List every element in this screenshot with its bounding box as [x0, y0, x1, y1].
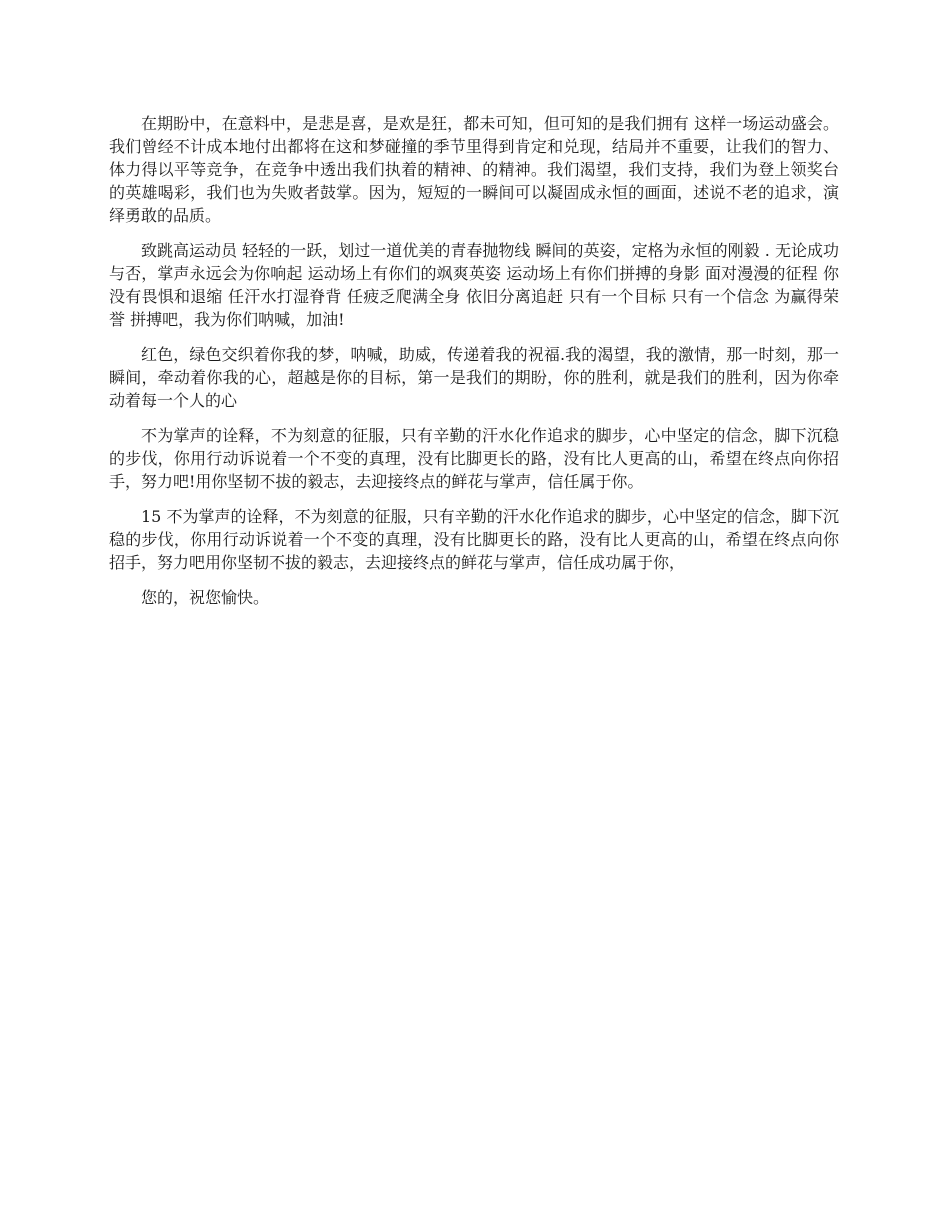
document-body [109, 112, 839, 621]
paragraph-5: 15 不为掌声的诠释，不为刻意的征服，只有辛勤的汗水化作追求的脚步，心中坚定的信念，脚下沉稳的步伐，你用行动诉说着一个不变的真理，没有比脚更长的路，没有比人更高的山，希望在终点向你招手，努力吧用你坚韧不拔的毅志，去迎接终点的鲜花与掌声，信任成功属于你， [109, 507, 839, 572]
paragraph-4: 不为掌声的诠释，不为刻意的征服，只有辛勤的汗水化作追求的脚步，心中坚定的信念，脚下沉稳的步伐，你用行动诉说着一个不变的真理，没有比脚更长的路，没有比人更高的山，希望在终点向你招手，努力吧!用你坚韧不拔的毅志，去迎接终点的鲜花与掌声，信任属于你。 [109, 426, 839, 491]
paragraph-1: 在期盼中，在意料中，是悲是喜，是欢是狂，都未可知，但可知的是我们拥有 这样一场运动盛会。我们曾经不计成本地付出都将在这和梦碰撞的季节里得到肯定和兑现，结局并不重要，让我们的智力、体力得以平等竞争，在竞争中透出我们执着的精神、的精神。我们渴望，我们支持，我们为登上领奖台的英雄喝彩，我们也为失败者鼓掌。因为，短短的一瞬间可以凝固成永恒的画面，述说不老的追求，演绎勇敢的品质。 [109, 114, 839, 225]
paragraph-6: 您的，祝您愉快。 [141, 588, 270, 607]
paragraph-3: 红色，绿色交织着你我的梦，呐喊，助威，传递着我的祝福.我的渴望，我的激情，那一时刻，那一瞬间，牵动着你我的心，超越是你的目标，第一是我们的期盼，你的胜利，就是我们的胜利，因为你牵动着每一个人的心 [109, 345, 839, 410]
paragraph-2: 致跳高运动员 轻轻的一跃，划过一道优美的青春抛物线 瞬间的英姿，定格为永恒的刚毅 . 无论成功与否，掌声永远会为你响起 运动场上有你们的飒爽英姿 运动场上有你们拼搏的身影 面对漫漫的征程 你没有畏惧和退缩 任汗水打湿脊背 任疲乏爬满全身 依旧分离追赶 只有一个目标 只有一个信念 为赢得荣誉 拼搏吧，我为你们呐喊，加油! [109, 241, 839, 329]
